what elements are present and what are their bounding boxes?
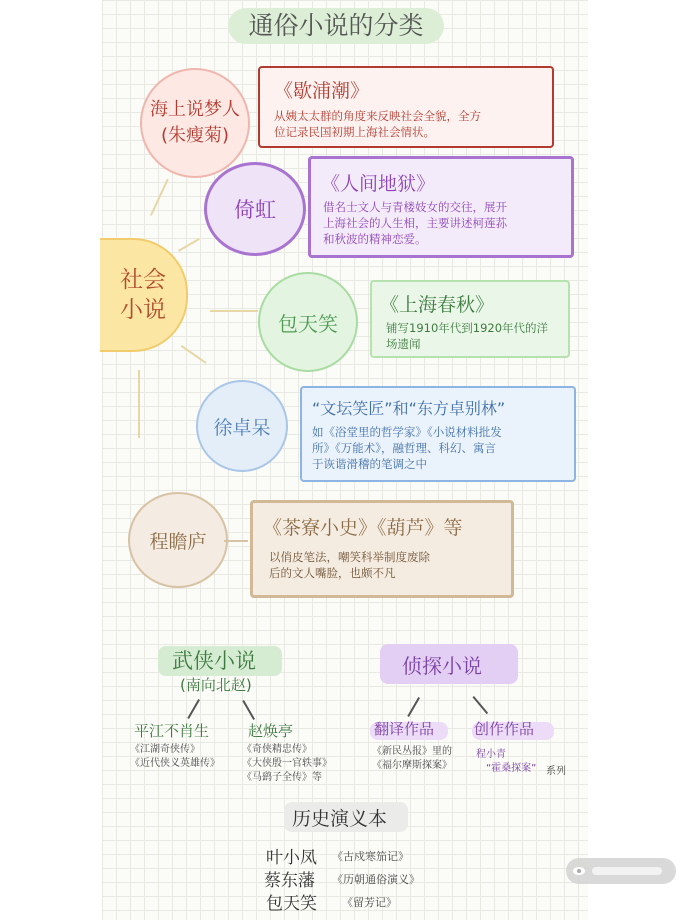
page-title: 通俗小说的分类 — [228, 8, 444, 44]
detective-title: 侦探小说 — [402, 654, 482, 678]
work-desc — [323, 199, 507, 247]
author-node-chengzhanlu — [128, 492, 228, 588]
work-item: 《福尔摩斯探案》 — [372, 760, 452, 771]
work-box-chaliao — [250, 500, 514, 598]
work-box-shanghai — [370, 280, 570, 358]
author-node-yihong — [204, 162, 306, 256]
wuxia-works — [130, 743, 220, 771]
desc-line: 借名士文人与青楼妓女的交往，展开 — [323, 200, 507, 214]
detective-work: “霍桑探案” — [486, 763, 537, 774]
history-title: 历史演义本 — [292, 808, 388, 830]
history-work: 《古戍寒笳记》 — [332, 850, 409, 863]
desc-line: 从姨太太群的角度来反映社会全貌，全方 — [274, 109, 481, 123]
watermark-bar — [592, 867, 662, 875]
work-box-xiepu — [258, 66, 554, 148]
author-name: 倚虹 — [234, 198, 276, 222]
wuxia-title: 武侠小说 — [172, 649, 256, 673]
watermark-badge — [566, 858, 676, 884]
eye-icon — [572, 864, 586, 878]
desc-line: 和秋波的精神恋爱。 — [323, 232, 427, 246]
work-item: 《马鹞子全传》等 — [242, 772, 322, 783]
social-label-1: 社会 — [120, 267, 166, 293]
social-label-2: 小说 — [120, 297, 166, 323]
desc-line: 以俏皮笔法，嘲笑科举制度废除 — [269, 550, 430, 564]
author-node-baotianxiao — [258, 272, 358, 372]
author-name: 海上说梦人 — [150, 99, 240, 120]
wuxia-works — [242, 743, 332, 785]
author-name: 包天笑 — [278, 311, 338, 336]
work-title: 《人间地狱》 — [321, 173, 436, 195]
detective-branch: 翻译作品 — [374, 720, 435, 738]
detective-suffix: 系列 — [546, 766, 566, 777]
detective-works — [372, 745, 452, 773]
connector-line — [224, 540, 248, 542]
work-box-renjian — [308, 156, 574, 258]
desc-line: 于诙谐滑稽的笔调之中 — [312, 457, 427, 471]
history-author: 包天笑 — [266, 894, 317, 914]
work-item: 《新民丛报》里的 — [372, 746, 452, 757]
work-title: 《茶寮小史》《葫芦》等 — [263, 517, 463, 539]
work-box-xuzhuodai — [300, 386, 576, 482]
history-author: 叶小凤 — [266, 848, 317, 868]
author-alias: (朱瘦菊) — [160, 125, 230, 146]
work-desc — [386, 320, 548, 352]
desc-line: 场遗闻 — [386, 337, 421, 351]
detective-author: 程小青 — [476, 749, 506, 760]
desc-line: 铺写1910年代到1920年代的洋 — [386, 321, 549, 335]
work-title: 《上海春秋》 — [380, 294, 495, 316]
work-desc — [312, 424, 502, 472]
wuxia-author: 赵焕亭 — [248, 722, 294, 740]
wuxia-author: 平江不肖生 — [134, 722, 210, 740]
author-node-haishang — [140, 68, 250, 178]
work-item: 《江湖奇侠传》 — [130, 744, 200, 755]
author-name: 程瞻庐 — [149, 530, 207, 553]
history-work: 《留芳记》 — [342, 896, 397, 909]
desc-line: 所》《万能术》，融哲理、科幻、寓言 — [312, 441, 496, 455]
history-work: 《历朝通俗演义》 — [332, 873, 420, 886]
history-author: 蔡东藩 — [264, 871, 315, 891]
desc-line: 后的文人嘴脸，也颇不凡 — [269, 566, 396, 580]
desc-line: 位记录民国初期上海社会情状。 — [274, 125, 435, 139]
connector-line — [210, 310, 258, 312]
wuxia-subtitle: (南向北赵) — [180, 676, 252, 694]
detective-branch: 创作作品 — [474, 720, 535, 738]
desc-line: 如《浴堂里的哲学家》《小说材料批发 — [312, 425, 502, 439]
author-node-xuzhuodai — [196, 380, 288, 472]
work-title: 《歇浦潮》 — [274, 80, 370, 102]
desc-line: 上海社会的人生相，主要讲述柯莲荪 — [323, 216, 507, 230]
work-item: 《近代侠义英雄传》 — [130, 758, 220, 769]
work-desc — [274, 108, 481, 140]
work-desc — [269, 549, 430, 581]
connector-line — [138, 370, 140, 438]
work-item: 《大侠殷一官轶事》 — [242, 758, 332, 769]
work-title: “文坛笑匠”和“东方卓别林” — [312, 399, 506, 418]
work-item: 《奇侠精忠传》 — [242, 744, 312, 755]
author-name: 徐卓呆 — [213, 416, 271, 439]
